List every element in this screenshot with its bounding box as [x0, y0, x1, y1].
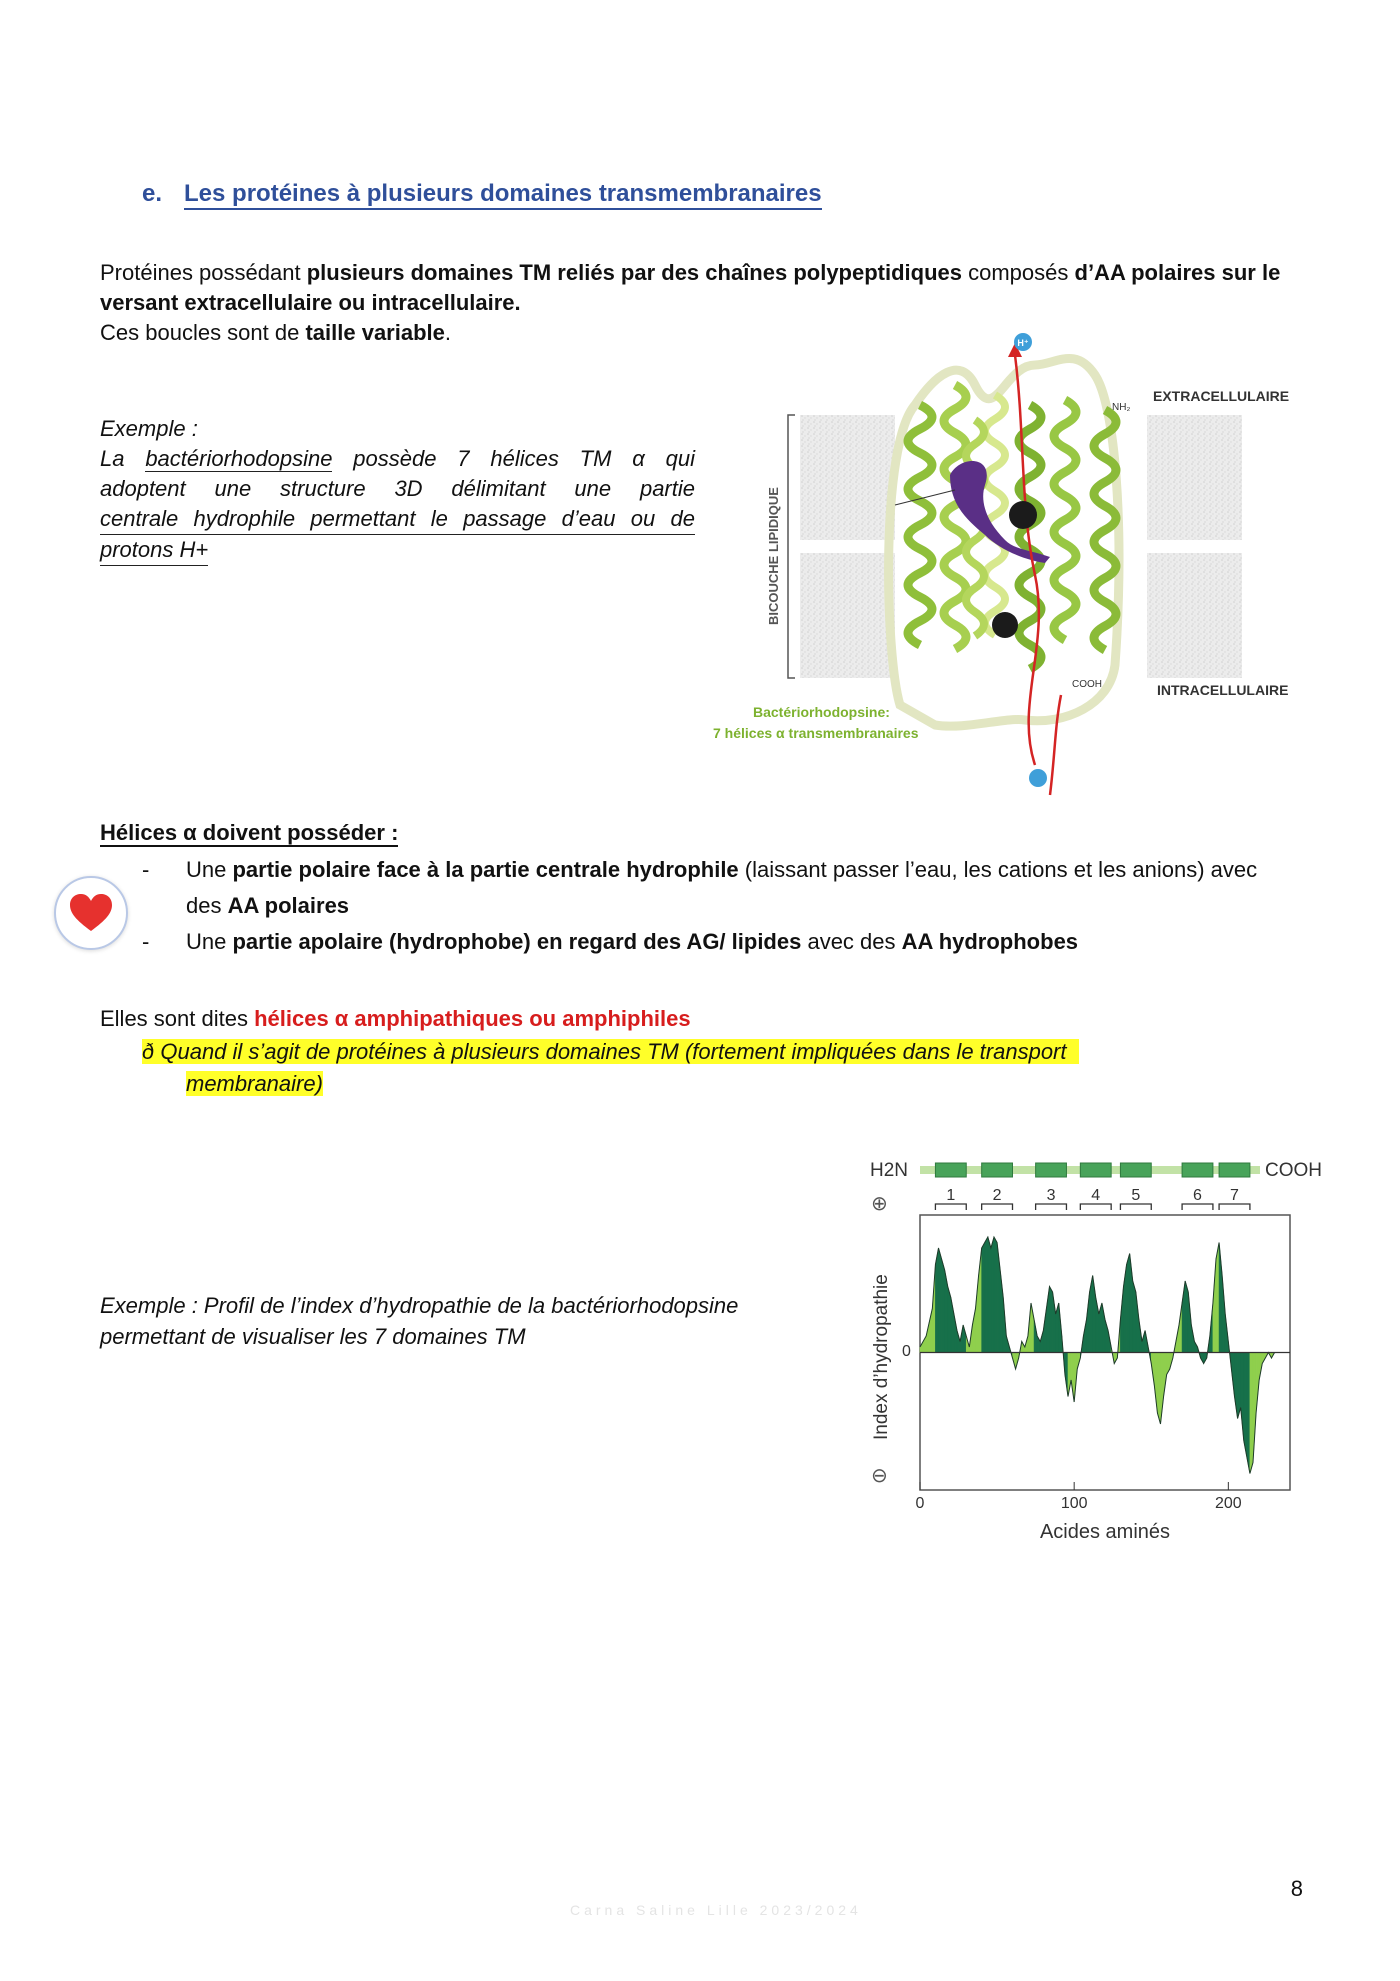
hydropathy-areas [920, 1237, 1290, 1474]
domain-label: 6 [1193, 1187, 1202, 1204]
example-line-2: adoptent une structure 3D délimitant une partie [100, 476, 695, 501]
hydropathy-segment [1087, 1292, 1090, 1353]
note-line-2: membranaire) [186, 1071, 323, 1096]
domain-bar [920, 1163, 1260, 1177]
hydropathy-chart [865, 1150, 1335, 1550]
figure-caption-1: Bactériorhodopsine: [753, 704, 890, 720]
hydropathy-segment [942, 1259, 945, 1353]
proton-bottom-icon [1029, 769, 1047, 787]
x-ticks [916, 1482, 1242, 1512]
intro-bold-1: plusieurs domaines TM reliés par des chaînes polypeptidiques [306, 260, 962, 285]
n-terminal-label: H2N [870, 1160, 909, 1181]
domain-bracket [935, 1204, 966, 1210]
bullet-polar-content [186, 852, 1322, 924]
example-line-1 [100, 444, 695, 474]
hydropathy-segment [985, 1237, 988, 1353]
hydropathy-segment [1050, 1287, 1053, 1353]
helix-5 [1054, 400, 1076, 640]
intro-text-mid: composés [962, 260, 1075, 285]
intro2-end: . [444, 320, 452, 345]
domain-label: 7 [1230, 1187, 1239, 1204]
b1b: partie polaire face à la partie centrale hydrophile [232, 857, 739, 882]
plus-sign: ⊕ [871, 1193, 888, 1215]
sphere-top [1009, 501, 1037, 529]
membrane-block-left-bottom [800, 553, 895, 678]
y-axis-label: Index d’hydropathie [871, 1274, 892, 1440]
b1e: AA polaires [227, 893, 350, 918]
b1d: des [186, 893, 228, 918]
domain-brackets [935, 1187, 1249, 1210]
domain-segment [1080, 1163, 1111, 1177]
domain-bracket [1182, 1204, 1213, 1210]
hydropathy-segment [1136, 1292, 1139, 1353]
domain-bracket [1036, 1204, 1067, 1210]
bullet-dash-2: - [142, 929, 150, 954]
bilayer-label: BICOUCHE LIPIDIQUE [766, 487, 781, 625]
intro2-text: Ces boucles sont de [100, 320, 306, 345]
hydropathy-segment [988, 1237, 991, 1353]
section-heading [142, 180, 822, 208]
b2c: avec des [801, 929, 902, 954]
example-bacteriorhodopsin [100, 414, 695, 566]
hydropathy-segment [1154, 1353, 1157, 1414]
domain-segment [982, 1163, 1013, 1177]
note-arrow: ð [142, 1039, 155, 1064]
bullet-apolar [142, 924, 1322, 960]
hydropathy-segment [1099, 1303, 1102, 1353]
bullet-polar [142, 852, 1322, 924]
amphi-red: hélices α amphipathiques ou amphiphiles [254, 1006, 691, 1031]
hydropathy-segment [1056, 1303, 1059, 1353]
example-line-1b: bactériorhodopsine [145, 446, 333, 471]
b2d: AA hydrophobes [901, 929, 1079, 954]
domain-bracket [1219, 1204, 1250, 1210]
x-tick-label: 200 [1214, 1495, 1242, 1512]
b1c: (laissant passer l’eau, les cations et les anions) avec [738, 857, 1258, 882]
hydropathy-segment [1213, 1259, 1216, 1353]
membrane-block-left-top [800, 415, 895, 540]
example-hydropathy [100, 1290, 738, 1352]
figure-caption-2: 7 hélices α transmembranaires [713, 725, 919, 741]
proton-path-bottom [1050, 695, 1061, 795]
amphipathic-line [100, 1004, 1310, 1034]
domain-segment [1120, 1163, 1151, 1177]
intro-paragraph [100, 258, 1310, 318]
requirements-heading [100, 820, 398, 846]
domain-bracket [1080, 1204, 1111, 1210]
nh2-label: NH₂ [1112, 402, 1131, 413]
example-line-3: centrale hydrophile permettant le passage d’eau ou de [100, 504, 695, 535]
intro-bold-2: d’AA polaires sur le versant extracellulaire ou intracellulaire. [100, 260, 1281, 315]
hydropathy-segment [982, 1243, 985, 1353]
hydropathy-segment [1250, 1353, 1253, 1474]
b2b: partie apolaire (hydrophobe) en regard des AG/ lipides [232, 929, 802, 954]
favorite-button[interactable] [54, 876, 128, 950]
intracellular-label: INTRACELLULAIRE [1157, 682, 1289, 698]
example-line-1c: possède 7 hélices TM α qui [332, 446, 695, 471]
x-axis-label: Acides aminés [1039, 1521, 1171, 1543]
hydropathy-segment [991, 1237, 994, 1353]
domain-label: 5 [1131, 1187, 1141, 1204]
helix-2 [944, 385, 966, 649]
b2a: Une [186, 929, 233, 954]
hydropathy-segment [1247, 1353, 1250, 1474]
note-line-1 [142, 1039, 1079, 1064]
hydropathy-segment [994, 1237, 997, 1353]
domain-bracket [982, 1204, 1013, 1210]
requirements-heading-text: Hélices α doivent posséder : [100, 820, 399, 845]
domain-segment [1219, 1163, 1250, 1177]
amphi-text: Elles sont dites [100, 1006, 255, 1031]
cooh-label: COOH [1072, 679, 1102, 690]
bilayer-bracket [788, 415, 795, 678]
domain-label: 1 [946, 1187, 956, 1204]
bullet-dash: - [142, 857, 150, 882]
helix-1 [908, 405, 932, 645]
note-text-1: Quand il s’agit de protéines à plusieurs domaines TM (fortement impliquées dans le transport [154, 1039, 1067, 1064]
amphipathic-note [142, 1036, 1079, 1100]
hydropathy-segment [1253, 1353, 1256, 1463]
hplus-label: H⁺ [1017, 338, 1029, 348]
intro-text: Protéines possédant [100, 260, 307, 285]
domain-segment [1036, 1163, 1067, 1177]
helix-3 [985, 395, 1005, 635]
section-letter: e. [142, 180, 163, 207]
example2-line-2: permettant de visualiser les 7 domaines TM [100, 1324, 526, 1349]
hydropathy-segment [939, 1248, 942, 1353]
section-title: Les protéines à plusieurs domaines transmembranaires [184, 180, 822, 210]
domain-bracket [1120, 1204, 1151, 1210]
bacteriorhodopsin-figure [705, 325, 1290, 800]
bullet-apolar-content [186, 924, 1322, 960]
domain-segment [1182, 1163, 1213, 1177]
footer-faint-text: Carna Saline Lille 2023/2024 [570, 1902, 862, 1918]
example-line-1a: La [100, 446, 146, 471]
domain-label: 2 [992, 1187, 1002, 1204]
intro2-bold: taille variable [305, 320, 445, 345]
minus-sign: ⊖ [871, 1465, 888, 1487]
page-number: 8 [1290, 1876, 1303, 1901]
membrane-block-right-top [1147, 415, 1242, 540]
x-tick-label: 0 [915, 1495, 925, 1512]
x-tick-label: 100 [1060, 1495, 1088, 1512]
example2-line-1: Exemple : Profil de l’index d’hydropathie de la bactériorhodopsine [100, 1293, 739, 1318]
c-terminal-label: COOH [1265, 1160, 1322, 1181]
membrane-block-right-bottom [1147, 553, 1242, 678]
heart-icon [56, 878, 126, 948]
b1a: Une [186, 857, 233, 882]
zero-label: 0 [902, 1343, 911, 1360]
hydropathy-segment [1127, 1254, 1130, 1353]
sphere-bottom [992, 612, 1018, 638]
domain-label: 3 [1046, 1187, 1056, 1204]
domain-segment [935, 1163, 966, 1177]
domain-label: 4 [1091, 1187, 1101, 1204]
example-label: Exemple : [100, 416, 198, 441]
extracellular-label: EXTRACELLULAIRE [1153, 388, 1290, 404]
example-line-4: protons H+ [100, 535, 208, 566]
